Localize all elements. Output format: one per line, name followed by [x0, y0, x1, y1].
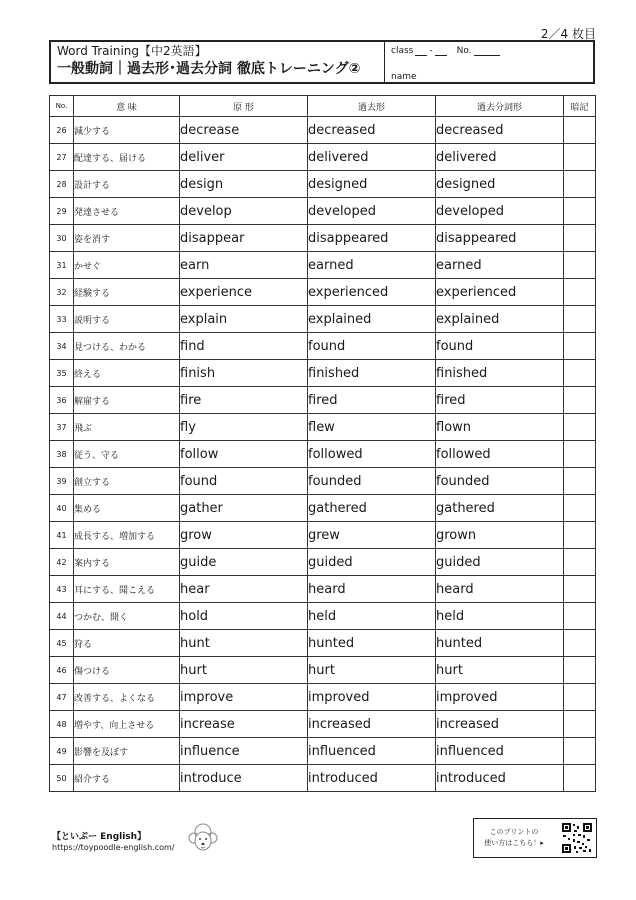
toy-poodle-icon [185, 820, 221, 856]
table-row [50, 306, 596, 333]
table-header-row [50, 96, 596, 117]
base-form-cell: hunt [180, 630, 308, 657]
table-row [50, 630, 596, 657]
memorized-checkbox-cell[interactable] [564, 468, 596, 495]
past-form-cell: explained [308, 306, 436, 333]
past-participle-cell: grown [436, 522, 564, 549]
site-url[interactable]: https://toypoodle-english.com/ [52, 843, 175, 852]
base-form-cell: decrease [180, 117, 308, 144]
meaning-cell: 従う、守る [74, 441, 180, 468]
past-participle-cell: hunted [436, 630, 564, 657]
help-line-1: このプリントの [489, 828, 539, 836]
col-header-base: 原 形 [180, 96, 308, 117]
memorized-checkbox-cell[interactable] [564, 252, 596, 279]
past-form-cell: gathered [308, 495, 436, 522]
col-header-past: 過去形 [308, 96, 436, 117]
row-number: 42 [50, 549, 74, 576]
row-number: 47 [50, 684, 74, 711]
table-row [50, 252, 596, 279]
table-row [50, 549, 596, 576]
base-form-cell: follow [180, 441, 308, 468]
past-participle-cell: decreased [436, 117, 564, 144]
memorized-checkbox-cell[interactable] [564, 333, 596, 360]
table-row [50, 144, 596, 171]
memorized-checkbox-cell[interactable] [564, 603, 596, 630]
row-number: 49 [50, 738, 74, 765]
row-number: 38 [50, 441, 74, 468]
past-form-cell: flew [308, 414, 436, 441]
past-participle-cell: held [436, 603, 564, 630]
memorized-checkbox-cell[interactable] [564, 522, 596, 549]
past-participle-cell: disappeared [436, 225, 564, 252]
past-form-cell: introduced [308, 765, 436, 792]
past-participle-cell: guided [436, 549, 564, 576]
how-to-use-text [478, 827, 550, 849]
row-number: 36 [50, 387, 74, 414]
row-number: 33 [50, 306, 74, 333]
row-number: 43 [50, 576, 74, 603]
past-participle-cell: found [436, 333, 564, 360]
meaning-cell: 影響を及ぼす [74, 738, 180, 765]
row-number: 45 [50, 630, 74, 657]
row-number: 41 [50, 522, 74, 549]
meaning-cell: 説明する [74, 306, 180, 333]
table-row [50, 738, 596, 765]
past-form-cell: founded [308, 468, 436, 495]
past-participle-cell: introduced [436, 765, 564, 792]
meaning-cell: つかむ、開く [74, 603, 180, 630]
past-form-cell: guided [308, 549, 436, 576]
col-header-no: No. [50, 96, 74, 117]
past-participle-cell: finished [436, 360, 564, 387]
class-label: class [391, 46, 414, 56]
row-number: 39 [50, 468, 74, 495]
base-form-cell: design [180, 171, 308, 198]
table-row [50, 117, 596, 144]
memorized-checkbox-cell[interactable] [564, 549, 596, 576]
memorized-checkbox-cell[interactable] [564, 657, 596, 684]
base-form-cell: deliver [180, 144, 308, 171]
past-form-cell: disappeared [308, 225, 436, 252]
meaning-cell: 改善する、よくなる [74, 684, 180, 711]
meaning-cell: 案内する [74, 549, 180, 576]
past-form-cell: improved [308, 684, 436, 711]
qr-code-icon[interactable] [561, 822, 593, 854]
meaning-cell: 姿を消す [74, 225, 180, 252]
worksheet-header [49, 40, 595, 84]
past-form-cell: heard [308, 576, 436, 603]
no-label: No. [456, 46, 472, 56]
table-row [50, 360, 596, 387]
base-form-cell: disappear [180, 225, 308, 252]
past-form-cell: grew [308, 522, 436, 549]
memorized-checkbox-cell[interactable] [564, 144, 596, 171]
past-participle-cell: designed [436, 171, 564, 198]
row-number: 50 [50, 765, 74, 792]
table-row [50, 495, 596, 522]
base-form-cell: explain [180, 306, 308, 333]
table-row [50, 441, 596, 468]
meaning-cell: 減少する [74, 117, 180, 144]
row-number: 35 [50, 360, 74, 387]
meaning-cell: 傷つける [74, 657, 180, 684]
worksheet-title: 一般動詞｜過去形･過去分詞 徹底トレーニング② [57, 61, 361, 77]
memorized-checkbox-cell[interactable] [564, 117, 596, 144]
meaning-cell: 設計する [74, 171, 180, 198]
base-form-cell: grow [180, 522, 308, 549]
table-row [50, 684, 596, 711]
meaning-cell: 耳にする、聞こえる [74, 576, 180, 603]
row-number: 34 [50, 333, 74, 360]
past-participle-cell: earned [436, 252, 564, 279]
class-blank[interactable] [415, 47, 427, 56]
past-participle-cell: developed [436, 198, 564, 225]
memorized-checkbox-cell[interactable] [564, 225, 596, 252]
table-row [50, 279, 596, 306]
class-number-blank[interactable] [435, 47, 447, 56]
past-form-cell: followed [308, 441, 436, 468]
memorized-checkbox-cell[interactable] [564, 441, 596, 468]
table-row [50, 711, 596, 738]
student-info-block [385, 42, 593, 82]
meaning-cell: 紹介する [74, 765, 180, 792]
table-row [50, 198, 596, 225]
base-form-cell: introduce [180, 765, 308, 792]
brand-label: 【といぷー English】 [52, 832, 147, 842]
base-form-cell: hurt [180, 657, 308, 684]
memorized-checkbox-cell[interactable] [564, 360, 596, 387]
past-form-cell: hurt [308, 657, 436, 684]
past-form-cell: designed [308, 171, 436, 198]
base-form-cell: found [180, 468, 308, 495]
table-row [50, 387, 596, 414]
table-row [50, 225, 596, 252]
row-number: 32 [50, 279, 74, 306]
base-form-cell: experience [180, 279, 308, 306]
past-participle-cell: experienced [436, 279, 564, 306]
memorized-checkbox-cell[interactable] [564, 684, 596, 711]
row-number: 48 [50, 711, 74, 738]
table-row [50, 603, 596, 630]
base-form-cell: earn [180, 252, 308, 279]
base-form-cell: fire [180, 387, 308, 414]
col-header-meaning: 意 味 [74, 96, 180, 117]
table-row [50, 657, 596, 684]
past-participle-cell: founded [436, 468, 564, 495]
class-separator: - [429, 46, 433, 56]
past-form-cell: held [308, 603, 436, 630]
table-row [50, 333, 596, 360]
row-number: 28 [50, 171, 74, 198]
meaning-cell: 狩る [74, 630, 180, 657]
past-form-cell: developed [308, 198, 436, 225]
page-counter: 2／4 枚目 [540, 27, 596, 41]
row-number: 29 [50, 198, 74, 225]
memorized-checkbox-cell[interactable] [564, 171, 596, 198]
meaning-cell: 創立する [74, 468, 180, 495]
memorized-checkbox-cell[interactable] [564, 495, 596, 522]
row-number: 26 [50, 117, 74, 144]
past-form-cell: earned [308, 252, 436, 279]
table-row [50, 468, 596, 495]
row-number: 30 [50, 225, 74, 252]
base-form-cell: increase [180, 711, 308, 738]
meaning-cell: 集める [74, 495, 180, 522]
meaning-cell: 解雇する [74, 387, 180, 414]
base-form-cell: fly [180, 414, 308, 441]
memorized-checkbox-cell[interactable] [564, 738, 596, 765]
past-participle-cell: influenced [436, 738, 564, 765]
meaning-cell: かせぐ [74, 252, 180, 279]
memorized-checkbox-cell[interactable] [564, 711, 596, 738]
meaning-cell: 成長する、増加する [74, 522, 180, 549]
row-number: 31 [50, 252, 74, 279]
memorized-checkbox-cell[interactable] [564, 279, 596, 306]
header-subtitle: Word Training【中2英語】 [57, 44, 207, 58]
past-participle-cell: fired [436, 387, 564, 414]
past-participle-cell: hurt [436, 657, 564, 684]
meaning-cell: 増やす、向上させる [74, 711, 180, 738]
past-participle-cell: delivered [436, 144, 564, 171]
base-form-cell: improve [180, 684, 308, 711]
past-participle-cell: flown [436, 414, 564, 441]
past-form-cell: increased [308, 711, 436, 738]
row-number: 37 [50, 414, 74, 441]
row-number: 44 [50, 603, 74, 630]
past-participle-cell: followed [436, 441, 564, 468]
row-number: 27 [50, 144, 74, 171]
base-form-cell: hear [180, 576, 308, 603]
how-to-use-link[interactable] [473, 818, 597, 858]
header-title-block [51, 42, 385, 82]
memorized-checkbox-cell[interactable] [564, 198, 596, 225]
past-form-cell: experienced [308, 279, 436, 306]
base-form-cell: finish [180, 360, 308, 387]
row-number: 46 [50, 657, 74, 684]
memorized-checkbox-cell[interactable] [564, 414, 596, 441]
past-form-cell: influenced [308, 738, 436, 765]
base-form-cell: hold [180, 603, 308, 630]
meaning-cell: 飛ぶ [74, 414, 180, 441]
table-row [50, 765, 596, 792]
past-form-cell: delivered [308, 144, 436, 171]
col-header-past-participle: 過去分詞形 [436, 96, 564, 117]
past-form-cell: found [308, 333, 436, 360]
vocabulary-table [49, 95, 596, 792]
base-form-cell: gather [180, 495, 308, 522]
student-no-blank[interactable] [474, 47, 500, 56]
memorized-checkbox-cell[interactable] [564, 765, 596, 792]
past-participle-cell: gathered [436, 495, 564, 522]
past-participle-cell: explained [436, 306, 564, 333]
meaning-cell: 終える [74, 360, 180, 387]
base-form-cell: find [180, 333, 308, 360]
past-form-cell: fired [308, 387, 436, 414]
past-participle-cell: improved [436, 684, 564, 711]
meaning-cell: 見つける、わかる [74, 333, 180, 360]
table-row [50, 522, 596, 549]
help-line-2: 使い方はこちら！▸ [484, 839, 544, 847]
name-label: name [391, 72, 417, 82]
past-form-cell: finished [308, 360, 436, 387]
past-participle-cell: heard [436, 576, 564, 603]
col-header-memorized: 暗記 [564, 96, 596, 117]
base-form-cell: influence [180, 738, 308, 765]
base-form-cell: guide [180, 549, 308, 576]
meaning-cell: 経験する [74, 279, 180, 306]
meaning-cell: 発達させる [74, 198, 180, 225]
memorized-checkbox-cell[interactable] [564, 387, 596, 414]
table-row [50, 576, 596, 603]
meaning-cell: 配達する、届ける [74, 144, 180, 171]
table-row [50, 414, 596, 441]
past-participle-cell: increased [436, 711, 564, 738]
past-form-cell: decreased [308, 117, 436, 144]
table-row [50, 171, 596, 198]
memorized-checkbox-cell[interactable] [564, 630, 596, 657]
memorized-checkbox-cell[interactable] [564, 306, 596, 333]
row-number: 40 [50, 495, 74, 522]
memorized-checkbox-cell[interactable] [564, 576, 596, 603]
past-form-cell: hunted [308, 630, 436, 657]
base-form-cell: develop [180, 198, 308, 225]
